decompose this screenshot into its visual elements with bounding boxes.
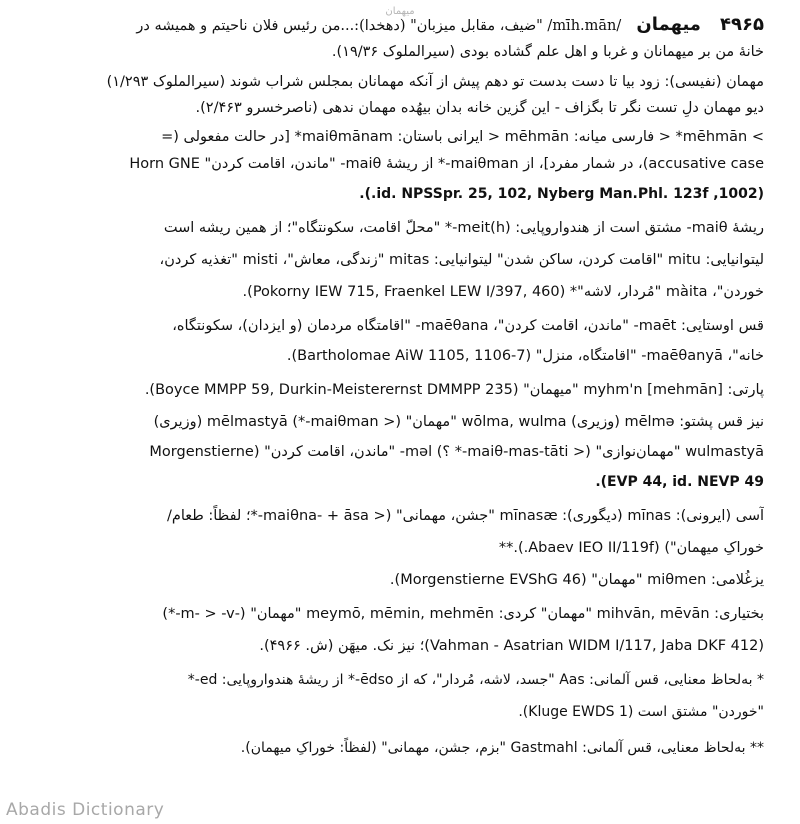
entry-line-1: خانهٔ من بر میهمانان و غربا و اهل علم گشاده بودی (سیرالملوک ۱۹/۳۶). [331,44,764,60]
entry-line-17: خوراکِ میهمان") (Abaev IEO II/119f.).** [498,540,764,556]
entry-line-19: بختیاری: mihvān, mēvān "مهمان" کردی: meymō, mēmin, mehmēn "مهمان" (-m- > -v-*) [162,606,764,622]
entry-line-18: یزغُلامی: miθmen "مهمان" (Morgenstierne EVShG 46). [389,572,764,588]
watermark-logo: Abadis Dictionary [6,800,165,820]
entry-line-7: ریشهٔ maiθ- مشتق است از هندواروپایی: meit(h)-* "محلّ اقامت، سکونتگاه"؛ از همین ریشه است [163,220,764,236]
entry-header [30,14,764,42]
entry-line-4: > mēhmān* < فارسی میانه: mēhmān < ایرانی باستان: maiθmānam* [در حالت مفعولی (= [161,129,764,145]
page-number: ۴۹۶۵ [720,14,764,35]
entry-line-12: پارتی: [mehmān] myhm'n "میهمان" (Boyce MMPP 59, Durkin-Meisterernst DMMPP 235). [144,382,764,398]
entry-line-2: مهمان (نفیسی): زود بیا تا دست بدست تو دهم پیش از آنکه مهمانان بمجلس شراب شوند (سیرالملوک ۱/۲۹۳) [106,74,764,90]
footnote-line-2: "خوردن" مشتق است (Kluge EWDS 1). [518,704,764,720]
entry-headword: میهمان [636,14,701,35]
entry-line-15: EVP 44, id. NEVP 49). [595,474,764,490]
entry-line-6: (1002, id. NPSSpr. 25, 102, Nyberg Man.Phl. 123f.). [359,186,764,202]
entry-line-3: دیو مهمان دلِ تست نگر تا بگزاف - این گزین خانه بدان بیهُده مهمان ندهی (ناصرخسرو ۲/۴۶۳). [195,100,764,116]
running-head: میهمان [385,6,415,17]
entry-line-8: لیتوانیایی: mitu "اقامت کردن، ساکن شدن" لیتوانیایی: mitas "زندگی، معاش"، misti "تغذیه کردن، [159,252,764,268]
entry-line-9: خوردن"، màita "مُردار، لاشه"* (Pokorny IEW 715, Fraenkel LEW I/397, 460). [242,284,764,300]
footnote-line-3: ** به‌لحاظ معنایی، قس آلمانی: Gastmahl "بزم، جشن، مهمانی" (لفظاً: خوراکِ میهمان). [240,740,764,756]
entry-line-14: wulmastyā "مهمان‌نوازی" (< maiθ-mas-tāti-* ؟) mәl- "ماندن، اقامت کردن" (Morgenstierne [149,444,764,460]
entry-line-13: نیز قس پشتو: mēlmə (وزیری) wōlma, wulma "مهمان" (< maiθman-*) mēlmastyā (وزیری) [153,414,764,430]
entry-line-5: accusative case)، در شمار مفرد]، از maiθman-* از ریشهٔ maiθ- "ماندن، اقامت کردن" Horn GNE [129,156,764,172]
footnote-line-1: * به‌لحاظ معنایی، قس آلمانی: Aas "جسد، لاشه، مُردار"، که از ēdso-* از ریشهٔ هندواروپایی: ed-* [187,672,764,688]
entry-line-16: آسی (ایرونی): mīnas (دیگوری): mīnasæ "جشن، مهمانی" (< maiθna- + āsa-*؛ لفظاً: طعام/ [166,508,764,524]
entry-line-0: /mīh.mān/ "ضیف، مقابل میزبان" (دهخدا):...من رئیس فلان ناحیتم و همیشه در [136,18,622,34]
entry-line-10: قس اوستایی: maēt- "ماندن، اقامت کردن"، maēθana- "اقامتگاه مردمان (و ایزدان)، سکونتگاه، [172,318,764,334]
entry-line-20: (Vahman - Asatrian WIDM I/117, Jaba DKF 412)؛ نیز نک. میهَن (ش. ۴۹۶۶). [259,638,764,654]
entry-line-11: خانه"، maēθanyā- "اقامتگاه، منزل" (Bartholomae AiW 1105, 1106-7). [286,348,764,364]
